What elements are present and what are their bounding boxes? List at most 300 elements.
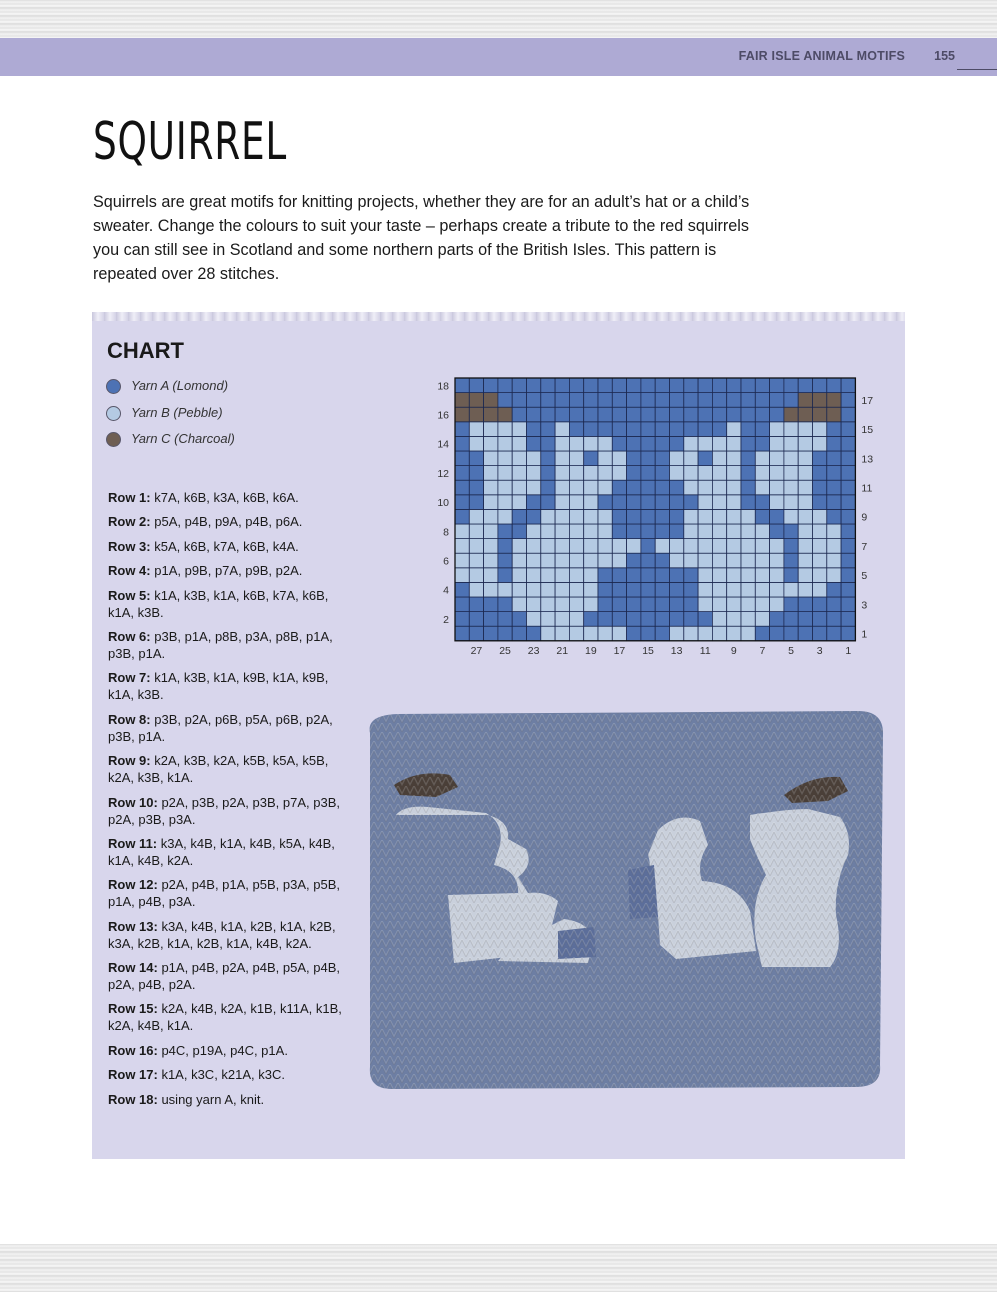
row-instruction [108, 1091, 348, 1108]
chart-cell [584, 407, 598, 422]
chart-cell [741, 466, 755, 481]
chart-cell [784, 524, 798, 539]
row-label-right: 7 [861, 540, 868, 553]
chart-cell [627, 407, 641, 422]
chart-cell [627, 480, 641, 495]
stitch-label: 5 [788, 644, 794, 657]
chart-cell [698, 612, 712, 627]
chart-cell [798, 480, 812, 495]
chart-cell [484, 393, 498, 408]
chart-cell [798, 407, 812, 422]
chart-cell [684, 509, 698, 524]
chart-cell [584, 597, 598, 612]
stitch-label: 13 [670, 644, 683, 657]
chart-cell [827, 612, 841, 627]
chart-cell [455, 524, 469, 539]
chart-cell [598, 539, 612, 554]
chart-cell [798, 553, 812, 568]
chart-cell [741, 378, 755, 393]
chart-cell [727, 407, 741, 422]
chart-cell [584, 612, 598, 627]
chart-cell [641, 393, 655, 408]
row-label-left: 4 [443, 584, 449, 597]
stitch-label: 15 [642, 644, 654, 657]
chart-cell [770, 539, 784, 554]
chart-cell [741, 436, 755, 451]
chart-cell [655, 582, 669, 597]
chart-cell [684, 597, 698, 612]
chart-cell [569, 568, 583, 583]
chart-cell [627, 378, 641, 393]
chart-cell [598, 582, 612, 597]
chart-cell [469, 422, 483, 437]
chart-cell [498, 407, 512, 422]
chart-cell [584, 480, 598, 495]
row-stitches: p5A, p4B, p9A, p4B, p6A. [150, 514, 303, 530]
chart-cell [784, 568, 798, 583]
chart-cell [841, 466, 855, 481]
row-label-left: 6 [443, 555, 449, 568]
intro-paragraph: Squirrels are great motifs for knitting projects, whether they are for an adult’s hat or a child’s sweater. Change the colours to suit your taste – perhaps create a tribute to the red squirrels you can still see in Scotland and some northern parts of the British Isles. This pattern is repeated over 28 stitches. [93, 193, 750, 283]
chart-cell [541, 451, 555, 466]
chart-cell [712, 524, 726, 539]
chart-cell [584, 393, 598, 408]
chart-cell [484, 378, 498, 393]
chart-cell [813, 582, 827, 597]
row-instruction [108, 538, 348, 555]
row-instruction [108, 711, 348, 745]
chart-cell [455, 466, 469, 481]
chart-cell [841, 495, 855, 510]
chart-cell [569, 524, 583, 539]
chart-cell [512, 582, 526, 597]
chart-cell [555, 378, 569, 393]
chart-cell [784, 495, 798, 510]
chart-cell [598, 466, 612, 481]
chart-cell [484, 480, 498, 495]
chart-cell [770, 466, 784, 481]
chart-cell [770, 553, 784, 568]
chart-cell [698, 480, 712, 495]
chart-cell [698, 466, 712, 481]
chart-cell [584, 495, 598, 510]
row-stitches: p2A, p4B, p1A, p5B, p3A, p5B, p1A, p4B, p3A. [108, 877, 340, 910]
row-stitches: p1A, p9B, p7A, p9B, p2A. [150, 563, 303, 579]
chart-cell [555, 393, 569, 408]
chart-cell [555, 466, 569, 481]
chart-cell [455, 480, 469, 495]
chart-cell [469, 436, 483, 451]
chart-cell [541, 509, 555, 524]
chart-cell [755, 466, 769, 481]
chart-cell [827, 393, 841, 408]
chart-cell [498, 612, 512, 627]
chart-cell [469, 582, 483, 597]
chart-cell [727, 597, 741, 612]
chart-grid-svg [426, 370, 874, 660]
chart-cell [469, 626, 483, 641]
chart-cell [612, 582, 626, 597]
chart-cell [684, 582, 698, 597]
chart-cell [569, 422, 583, 437]
chart-cell [841, 393, 855, 408]
chart-cell [712, 509, 726, 524]
chart-cell [655, 436, 669, 451]
chart-cell [784, 582, 798, 597]
chart-cell [469, 466, 483, 481]
chart-cell [598, 393, 612, 408]
chart-cell [770, 495, 784, 510]
chart-cell [727, 524, 741, 539]
row-label-left: 10 [437, 497, 449, 510]
row-stitches: using yarn A, knit. [157, 1091, 265, 1107]
yarn-b-label: Yarn B (Pebble) [131, 404, 223, 420]
chart-cell [741, 539, 755, 554]
chart-cell [555, 524, 569, 539]
chart-cell [641, 553, 655, 568]
chart-cell [584, 378, 598, 393]
chart-cell [684, 568, 698, 583]
chart-cell [727, 626, 741, 641]
header-rule [957, 69, 997, 70]
chart-cell [813, 597, 827, 612]
chart-cell [655, 495, 669, 510]
chart-cell [527, 612, 541, 627]
chart-cell [498, 568, 512, 583]
chart-cell [455, 378, 469, 393]
chart-cell [484, 495, 498, 510]
chart-cell [655, 509, 669, 524]
chart-cell [755, 509, 769, 524]
row-number: Row 17: [108, 1067, 158, 1083]
chart-cell [684, 466, 698, 481]
chart-cell [569, 495, 583, 510]
chart-cell [698, 568, 712, 583]
chart-cell [670, 436, 684, 451]
chart-cell [512, 612, 526, 627]
row-instruction [108, 959, 348, 993]
chart-cell [584, 524, 598, 539]
chart-cell [569, 626, 583, 641]
chart-cell [569, 378, 583, 393]
chart-cell [455, 553, 469, 568]
chart-cell [527, 524, 541, 539]
chart-cell [627, 597, 641, 612]
chart-cell [455, 407, 469, 422]
chart-cell [712, 626, 726, 641]
chart-cell [827, 582, 841, 597]
chart-cell [612, 495, 626, 510]
chart-cell [655, 524, 669, 539]
chart-cell [484, 451, 498, 466]
chart-cell [584, 466, 598, 481]
chart-cell [527, 436, 541, 451]
chart-cell [741, 393, 755, 408]
chart-cell [498, 509, 512, 524]
chart-cell [469, 393, 483, 408]
chart-cell [813, 436, 827, 451]
chart-cell [541, 436, 555, 451]
chart-cell [512, 451, 526, 466]
chart-cell [741, 553, 755, 568]
stitch-label: 23 [527, 644, 540, 657]
row-stitches: p4C, p19A, p4C, p1A. [157, 1042, 288, 1058]
chart-cell [827, 509, 841, 524]
chart-cell [727, 539, 741, 554]
chart-cell [627, 612, 641, 627]
chart-cell [498, 582, 512, 597]
chart-cell [484, 553, 498, 568]
chart-cell [841, 378, 855, 393]
chart-cell [813, 539, 827, 554]
panel-texture-edge [92, 312, 905, 321]
chart-cell [770, 597, 784, 612]
chart-cell [455, 568, 469, 583]
chart-cell [741, 582, 755, 597]
chart-cell [641, 407, 655, 422]
chart-cell [598, 553, 612, 568]
chart-cell [641, 582, 655, 597]
chart-cell [813, 524, 827, 539]
chart-cell [598, 495, 612, 510]
page-number: 155 [934, 49, 955, 63]
chart-cell [641, 451, 655, 466]
chart-cell [841, 422, 855, 437]
chart-cell [598, 524, 612, 539]
chart-cell [712, 612, 726, 627]
knitting-chart [426, 370, 874, 660]
chart-cell [741, 626, 755, 641]
chart-cell [527, 568, 541, 583]
chart-cell [541, 553, 555, 568]
chart-cell [641, 539, 655, 554]
chart-cell [684, 612, 698, 627]
chart-cell [655, 539, 669, 554]
chart-cell [469, 568, 483, 583]
chart-cell [670, 597, 684, 612]
chart-cell [784, 451, 798, 466]
chart-cell [827, 466, 841, 481]
chart-heading: CHART [107, 338, 184, 363]
chart-cell [512, 466, 526, 481]
chart-cell [498, 451, 512, 466]
chart-cell [755, 451, 769, 466]
chart-cell [512, 568, 526, 583]
chart-cell [569, 597, 583, 612]
chart-cell [569, 612, 583, 627]
chart-cell [827, 422, 841, 437]
chart-cell [798, 466, 812, 481]
row-instruction [108, 918, 348, 952]
chart-cell [641, 422, 655, 437]
chart-cell [512, 480, 526, 495]
chart-cell [712, 597, 726, 612]
chart-cell [655, 451, 669, 466]
chart-cell [827, 524, 841, 539]
chart-cell [712, 480, 726, 495]
chart-cell [484, 539, 498, 554]
row-number: Row 6: [108, 628, 151, 644]
chart-cell [755, 539, 769, 554]
stitch-label: 3 [816, 644, 823, 657]
chart-cell [541, 626, 555, 641]
row-label-right: 9 [861, 511, 868, 524]
chart-cell [655, 422, 669, 437]
row-stitches: p3B, p2A, p6B, p5A, p6B, p2A, p3B, p1A. [108, 711, 333, 744]
chart-cell [755, 378, 769, 393]
chart-cell [712, 582, 726, 597]
chart-cell [541, 495, 555, 510]
chart-cell [813, 495, 827, 510]
chart-cell [841, 509, 855, 524]
chart-cell [841, 480, 855, 495]
chart-cell [813, 480, 827, 495]
row-label-left: 12 [437, 467, 449, 480]
chart-cell [541, 524, 555, 539]
chart-cell [712, 407, 726, 422]
chart-cell [841, 407, 855, 422]
chart-cell [627, 626, 641, 641]
chart-cell [670, 509, 684, 524]
chart-cell [484, 509, 498, 524]
chart-cell [469, 597, 483, 612]
chart-cell [598, 422, 612, 437]
stitch-label: 9 [730, 644, 737, 657]
chart-cell [555, 422, 569, 437]
wood-texture-top [0, 0, 997, 38]
chart-cell [527, 597, 541, 612]
chart-cell [712, 495, 726, 510]
chart-cell [555, 597, 569, 612]
chart-cell [569, 553, 583, 568]
chart-cell [598, 626, 612, 641]
chart-cell [555, 582, 569, 597]
chart-cell [827, 495, 841, 510]
chart-cell [827, 480, 841, 495]
row-instruction [108, 513, 348, 530]
chart-cell [798, 524, 812, 539]
chart-cell [770, 422, 784, 437]
row-number: Row 15: [108, 1001, 158, 1017]
chart-cell [627, 495, 641, 510]
chart-cell [469, 539, 483, 554]
wood-texture-bottom [0, 1244, 997, 1292]
chart-cell [612, 451, 626, 466]
chart-cell [612, 626, 626, 641]
chart-cell [727, 582, 741, 597]
row-stitches: k2A, k3B, k2A, k5B, k5A, k5B, k2A, k3B, k1A. [108, 753, 329, 786]
chart-cell [512, 597, 526, 612]
chart-cell [641, 509, 655, 524]
chart-cell [584, 422, 598, 437]
chart-cell [727, 612, 741, 627]
row-instruction [108, 835, 348, 869]
chart-cell [455, 509, 469, 524]
chart-cell [755, 495, 769, 510]
chart-cell [484, 597, 498, 612]
chart-cell [569, 407, 583, 422]
chart-cell [484, 582, 498, 597]
chart-cell [627, 466, 641, 481]
row-stitches: p1A, p4B, p2A, p4B, p5A, p4B, p2A, p4B, p2A. [108, 960, 340, 993]
chart-cell [541, 597, 555, 612]
chart-cell [541, 582, 555, 597]
chart-cell [827, 436, 841, 451]
knit-texture-overlay [370, 711, 883, 1089]
chart-cell [612, 407, 626, 422]
chart-cell [784, 378, 798, 393]
chart-cell [569, 393, 583, 408]
chart-cell [670, 626, 684, 641]
chart-cell [684, 393, 698, 408]
chart-cell [641, 626, 655, 641]
row-instruction [108, 794, 348, 828]
chart-cell [469, 495, 483, 510]
chart-cell [541, 466, 555, 481]
chart-cell [569, 451, 583, 466]
stitch-label: 21 [556, 644, 569, 657]
chart-cell [655, 393, 669, 408]
chart-cell [712, 378, 726, 393]
chart-cell [469, 407, 483, 422]
row-stitches: k1A, k3B, k1A, k9B, k1A, k9B, k1A, k3B. [108, 670, 329, 703]
chart-cell [469, 524, 483, 539]
chart-cell [484, 612, 498, 627]
row-instruction [108, 752, 348, 786]
chart-cell [555, 509, 569, 524]
chart-cell [598, 451, 612, 466]
chart-cell [455, 436, 469, 451]
row-number: Row 4: [108, 563, 151, 579]
chart-cell [727, 451, 741, 466]
chart-cell [484, 524, 498, 539]
row-stitches: p3B, p1A, p8B, p3A, p8B, p1A, p3B, p1A. [108, 628, 333, 661]
chart-cell [612, 568, 626, 583]
row-instruction [108, 562, 348, 579]
chart-cell [712, 451, 726, 466]
chart-cell [684, 422, 698, 437]
chart-cell [469, 612, 483, 627]
chart-cell [755, 407, 769, 422]
chart-cell [541, 539, 555, 554]
chart-cell [541, 422, 555, 437]
chart-cell [612, 436, 626, 451]
chart-cell [784, 612, 798, 627]
chart-cell [670, 393, 684, 408]
chart-cell [698, 626, 712, 641]
chart-cell [670, 524, 684, 539]
row-number: Row 7: [108, 670, 151, 686]
chart-cell [527, 393, 541, 408]
chart-cell [798, 626, 812, 641]
chart-cell [841, 582, 855, 597]
chart-cell [498, 422, 512, 437]
stitch-label: 1 [845, 644, 852, 657]
chart-cell [584, 568, 598, 583]
row-label-right: 11 [861, 482, 873, 495]
chart-cell [813, 509, 827, 524]
chart-cell [584, 451, 598, 466]
chart-cell [527, 422, 541, 437]
chart-cell [798, 597, 812, 612]
chart-cell [555, 407, 569, 422]
chart-cell [712, 553, 726, 568]
chart-cell [698, 553, 712, 568]
chart-cell [813, 553, 827, 568]
chart-cell [584, 509, 598, 524]
chart-cell [770, 612, 784, 627]
chart-cell [727, 436, 741, 451]
